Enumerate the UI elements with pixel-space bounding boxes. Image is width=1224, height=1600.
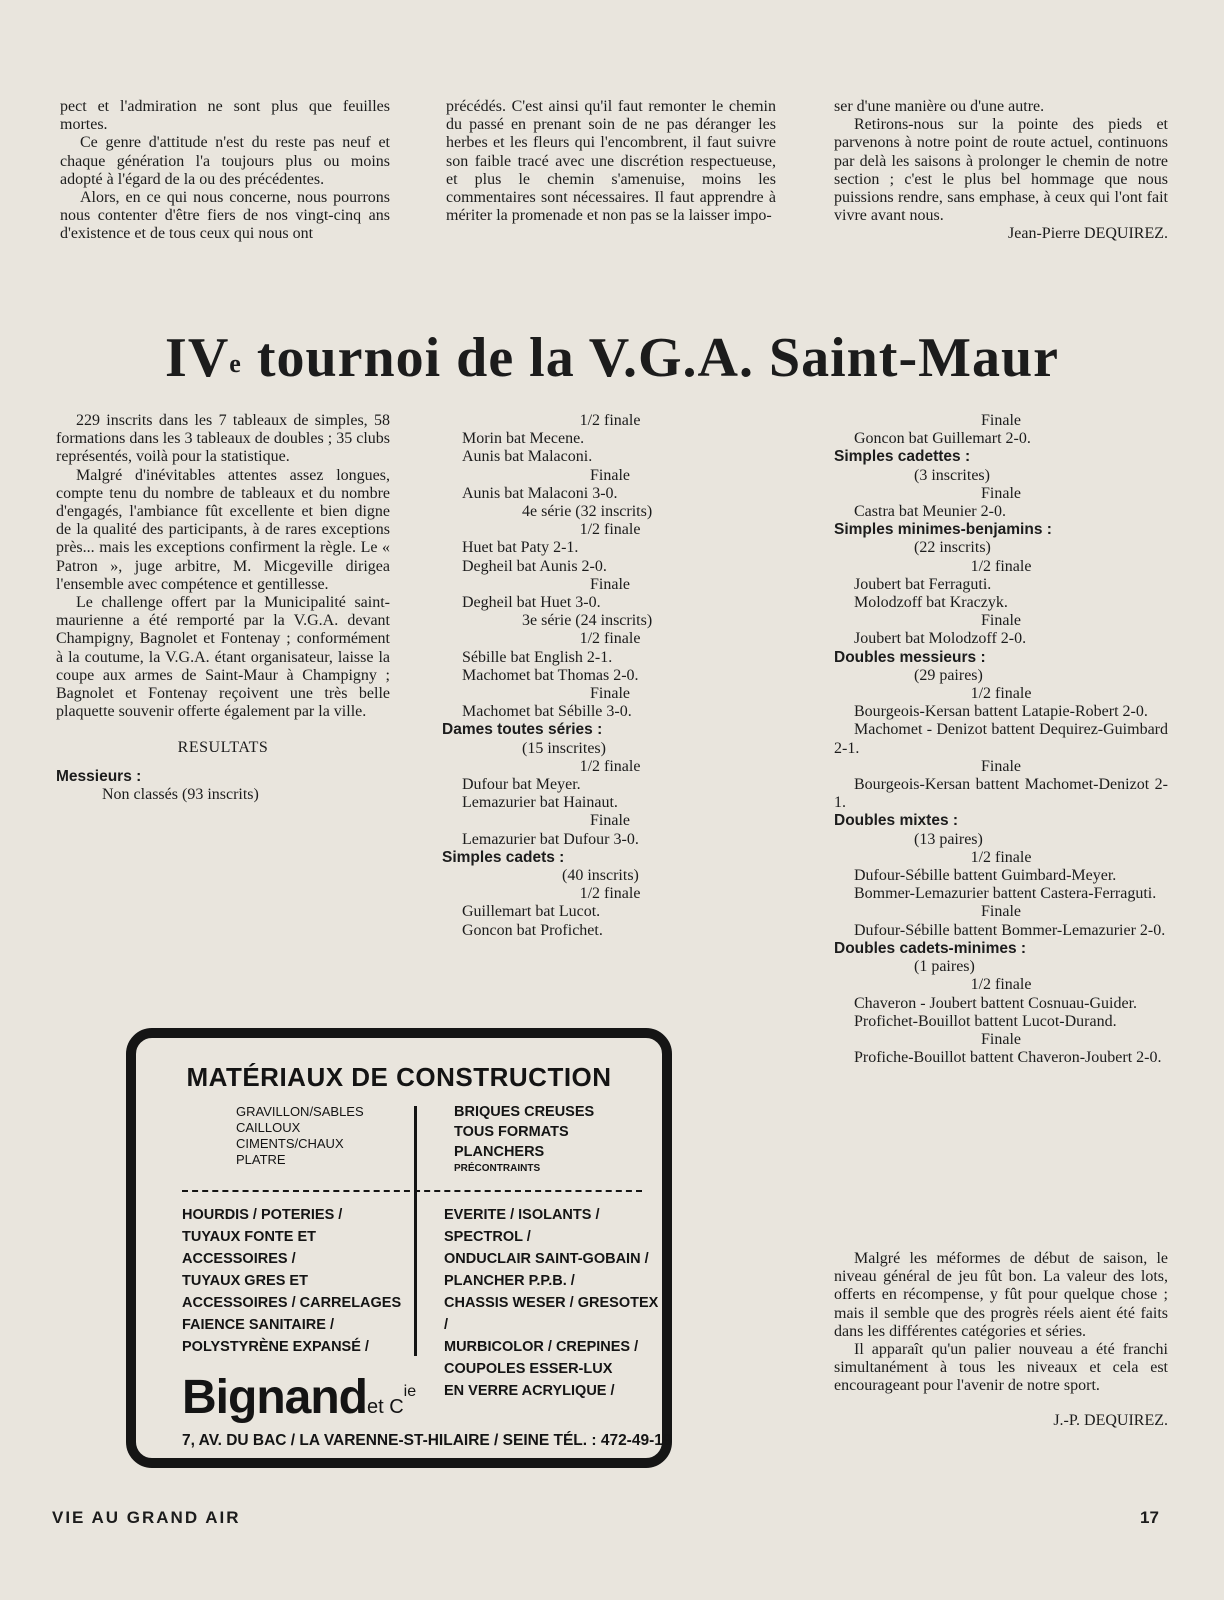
ad-bricks-list: [454, 1102, 594, 1176]
result-line: Aunis bat Malaconi.: [462, 448, 593, 466]
paragraph: précédés. C'est ainsi qu'il faut remonter le chemin du passé en prenant soin de ne pas déranger les herbes et les fleurs qui l'encombrent, il faut suivre son faible tracé avec une discrétion respectueuse, et plus le chemin s'amenuise, moins les commentaires sont nécessaires. Il faut apprendre à mériter la promenade et non pas se la laisser impo-: [446, 98, 776, 225]
round-heading: 1/2 finale: [579, 885, 641, 903]
round-heading: 1/2 finale: [970, 976, 1032, 994]
result-line: Dufour-Sébille battent Bommer-Lemazurier 2-0.: [854, 921, 1166, 939]
ad-list-item: EN VERRE ACRYLIQUE /: [444, 1383, 615, 1399]
author-signature: Jean-Pierre DEQUIREZ.: [1008, 225, 1168, 243]
ad-list-item: PLATRE: [236, 1152, 286, 1167]
top-column-3: [834, 98, 1168, 244]
round-heading: 1/2 finale: [970, 557, 1032, 575]
category-count: 3e série (24 inscrits): [522, 612, 653, 630]
category-heading: Doubles messieurs :: [834, 648, 986, 666]
title-sup: e: [229, 349, 242, 378]
ad-list-item: POLYSTYRÈNE EXPANSÉ /: [182, 1339, 369, 1355]
round-heading: Finale: [590, 812, 630, 830]
ad-list-item: EVERITE / ISOLANTS / SPECTROL /: [444, 1207, 600, 1245]
title-rest: tournoi de la V.G.A. Saint-Maur: [256, 327, 1059, 389]
round-heading: Finale: [981, 612, 1021, 630]
ad-products-list: [444, 1204, 662, 1402]
article-column-1: [56, 412, 390, 804]
ad-list-item: FAIENCE SANITAIRE /: [182, 1317, 334, 1333]
result-line: Guillemart bat Lucot.: [462, 903, 601, 921]
result-line: Dufour-Sébille battent Guimbard-Meyer.: [854, 867, 1117, 885]
ad-plumbing-list: [182, 1204, 401, 1358]
author-signature: J.-P. DEQUIREZ.: [1053, 1411, 1168, 1429]
result-line: Morin bat Mecene.: [462, 430, 585, 448]
result-line: Lemazurier bat Dufour 3-0.: [462, 830, 639, 848]
result-line: Machomet - Denizot battent Dequirez-Guimbard 2-1.: [834, 721, 1168, 757]
category-heading: Dames toutes séries :: [442, 721, 603, 739]
category-count: (15 inscrites): [522, 739, 606, 757]
ad-list-item: TUYAUX FONTE ET: [182, 1229, 317, 1245]
round-heading: Finale: [981, 757, 1021, 775]
category-heading: Messieurs :: [56, 767, 142, 785]
ad-materials-list: [236, 1104, 364, 1168]
paragraph: ser d'une manière ou d'une autre.: [834, 98, 1045, 115]
results-heading: RESULTATS: [177, 739, 269, 757]
category-count: (40 inscrits): [562, 867, 639, 885]
paragraph: 229 inscrits dans les 7 tableaux de simples, 58 formations dans les 3 tableaux de doubles ; 35 clubs représentés, voilà pour la statistique.: [56, 412, 390, 466]
ad-divider: [414, 1106, 417, 1356]
article-conclusion: [834, 1250, 1168, 1430]
category-count: (22 inscrits): [914, 539, 991, 557]
title-roman: IV: [165, 327, 230, 389]
round-heading: 1/2 finale: [579, 412, 641, 429]
round-heading: 1/2 finale: [970, 848, 1032, 866]
ad-list-item: CAILLOUX: [236, 1120, 301, 1135]
category-heading: Simples minimes-benjamins :: [834, 521, 1052, 539]
round-heading: 1/2 finale: [579, 630, 641, 648]
category-count: (3 inscrites): [914, 466, 990, 484]
paragraph: Malgré d'inévitables attentes assez longues, compte tenu du nombre de tableaux et du nombre d'engagés, l'ambiance fût excellente et bien digne de la qualité des participants, à de rares exceptions près... mais les exceptions confirment la règle. Le « Patron », juge arbitre, M. Micgeville dirigea l'ensemble avec compétence et gentillesse.: [56, 466, 390, 593]
paragraph: Le challenge offert par la Municipalité saint-maurienne a été remporté par la V.G.A. devant Champigny, Bagnolet et Fontenay ; conformément à la coutume, la V.G.A. étant organisateur, laisse la coupe aux armes de Saint-Maur à Champigny ; Bagnolet et Fontenay reçoivent une très belle plaquette souvenir offerte également par la ville.: [56, 594, 390, 721]
advertisement-box: [126, 1028, 672, 1468]
result-line: Molodzoff bat Kraczyk.: [854, 594, 1008, 612]
category-heading: Doubles cadets-minimes :: [834, 939, 1027, 957]
top-column-1: [60, 98, 390, 244]
article-column-3: [834, 412, 1168, 1067]
paragraph: Ce genre d'attitude n'est du reste pas neuf et chaque génération l'a toujours plus ou moins adopté à l'égard de la ou des précédentes.: [60, 134, 390, 188]
ad-list-item: CIMENTS/CHAUX: [236, 1136, 344, 1151]
result-line: Chaveron - Joubert battent Cosnuau-Guider.: [854, 994, 1138, 1012]
top-column-2: [446, 98, 776, 225]
ad-brand-logo: [182, 1368, 416, 1431]
ad-address: 7, AV. DU BAC / LA VARENNE-ST-HILAIRE / SEINE TÉL. : 472-49-19: [182, 1432, 672, 1449]
ad-list-item: ACCESSOIRES / CARRELAGES: [182, 1295, 402, 1311]
ad-list-item: MURBICOLOR / CREPINES /: [444, 1339, 639, 1355]
category-heading: Simples cadets :: [442, 848, 565, 866]
round-heading: 1/2 finale: [579, 757, 641, 775]
brand-name: Bignand: [182, 1371, 367, 1424]
ad-list-item: COUPOLES ESSER-LUX: [444, 1361, 613, 1377]
article-title: [0, 326, 1224, 390]
category-count: (13 paires): [914, 830, 983, 848]
category-heading: Simples cadettes :: [834, 448, 971, 466]
ad-title: MATÉRIAUX DE CONSTRUCTION: [186, 1062, 612, 1092]
round-heading: Finale: [981, 1030, 1021, 1048]
category-heading: Doubles mixtes :: [834, 812, 959, 830]
result-line: Joubert bat Ferraguti.: [854, 575, 992, 593]
ad-list-item: TOUS FORMATS: [454, 1124, 569, 1140]
result-line: Joubert bat Molodzoff 2-0.: [854, 630, 1027, 648]
result-line: Bourgeois-Kersan battent Latapie-Robert 2-0.: [854, 703, 1148, 721]
result-line: Castra bat Meunier 2-0.: [854, 503, 1006, 521]
ad-list-item: TUYAUX GRES ET: [182, 1273, 308, 1289]
result-line: Machomet bat Sébille 3-0.: [462, 703, 632, 721]
ad-dashed-divider: [182, 1190, 642, 1192]
round-heading: Finale: [590, 685, 630, 703]
result-line: Profiche-Bouillot battent Chaveron-Joubert 2-0.: [854, 1049, 1162, 1067]
result-line: Goncon bat Guillemart 2-0.: [854, 430, 1031, 448]
category-count: 4e série (32 inscrits): [522, 503, 653, 521]
result-line: Dufour bat Meyer.: [462, 776, 581, 794]
ad-list-item: BRIQUES CREUSES: [454, 1104, 595, 1120]
category-count: (29 paires): [914, 666, 983, 684]
brand-suffix: et C: [366, 1396, 404, 1418]
page-number: 17: [1140, 1508, 1159, 1527]
result-line: Goncon bat Profichet.: [462, 921, 603, 939]
result-line: Non classés (93 inscrits): [102, 785, 259, 803]
result-line: Bommer-Lemazurier battent Castera-Ferraguti.: [854, 885, 1157, 903]
round-heading: Finale: [981, 412, 1021, 429]
result-line: Aunis bat Malaconi 3-0.: [462, 484, 618, 502]
round-heading: Finale: [590, 575, 630, 593]
result-line: Profichet-Bouillot battent Lucot-Durand.: [854, 1012, 1117, 1030]
magazine-name: VIE AU GRAND AIR: [52, 1508, 241, 1527]
result-line: Sébille bat English 2-1.: [462, 648, 613, 666]
result-line: Degheil bat Huet 3-0.: [462, 594, 601, 612]
brand-sup: ie: [403, 1383, 417, 1400]
round-heading: 1/2 finale: [970, 685, 1032, 703]
round-heading: Finale: [981, 484, 1021, 502]
ad-list-item: ACCESSOIRES /: [182, 1251, 296, 1267]
ad-list-item: PLANCHERS: [454, 1144, 545, 1160]
ad-small-line: PRÉCONTRAINTS: [454, 1163, 541, 1174]
result-line: Lemazurier bat Hainaut.: [462, 794, 618, 812]
round-heading: Finale: [590, 466, 630, 484]
round-heading: 1/2 finale: [579, 521, 641, 539]
paragraph: Alors, en ce qui nous concerne, nous pourrons nous contenter d'être fiers de nos vingt-cinq ans d'existence et de tous ceux qui nous ont: [60, 189, 390, 243]
ad-list-item: ONDUCLAIR SAINT-GOBAIN /: [444, 1251, 649, 1267]
paragraph: Retirons-nous sur la pointe des pieds et parvenons à notre point de route actuel, continuons par delà les saisons à prolonger le chemin de notre section ; c'est le plus bel hommage que nous puissions rendre, sans emphase, à ceux qui l'ont fait vivre avant nous.: [834, 116, 1168, 225]
paragraph: pect et l'admiration ne sont plus que feuilles mortes.: [60, 98, 390, 134]
paragraph: Malgré les méformes de début de saison, le niveau général de jeu fût bon. La valeur des lots, offerts en récompense, y fût pour quelque chose ; mais il semble que des progrès réels aient été faits dans les différentes catégories et séries.: [834, 1250, 1168, 1340]
paragraph: Il apparaît qu'un palier nouveau a été franchi simultanément à tous les niveaux et cela est encourageant pour l'avenir de notre sport.: [834, 1341, 1168, 1395]
result-line: Machomet bat Thomas 2-0.: [462, 666, 639, 684]
result-line: Huet bat Paty 2-1.: [462, 539, 579, 557]
ad-list-item: CHASSIS WESER / GRESOTEX /: [444, 1295, 659, 1333]
ad-list-item: GRAVILLON/SABLES: [236, 1104, 364, 1119]
ad-list-item: HOURDIS / POTERIES /: [182, 1207, 343, 1223]
ad-list-item: PLANCHER P.P.B. /: [444, 1273, 575, 1289]
result-line: Bourgeois-Kersan battent Machomet-Denizot 2-1.: [834, 776, 1168, 812]
article-column-2: [442, 412, 778, 940]
round-heading: Finale: [981, 903, 1021, 921]
result-line: Degheil bat Aunis 2-0.: [462, 557, 607, 575]
category-count: (1 paires): [914, 958, 975, 976]
